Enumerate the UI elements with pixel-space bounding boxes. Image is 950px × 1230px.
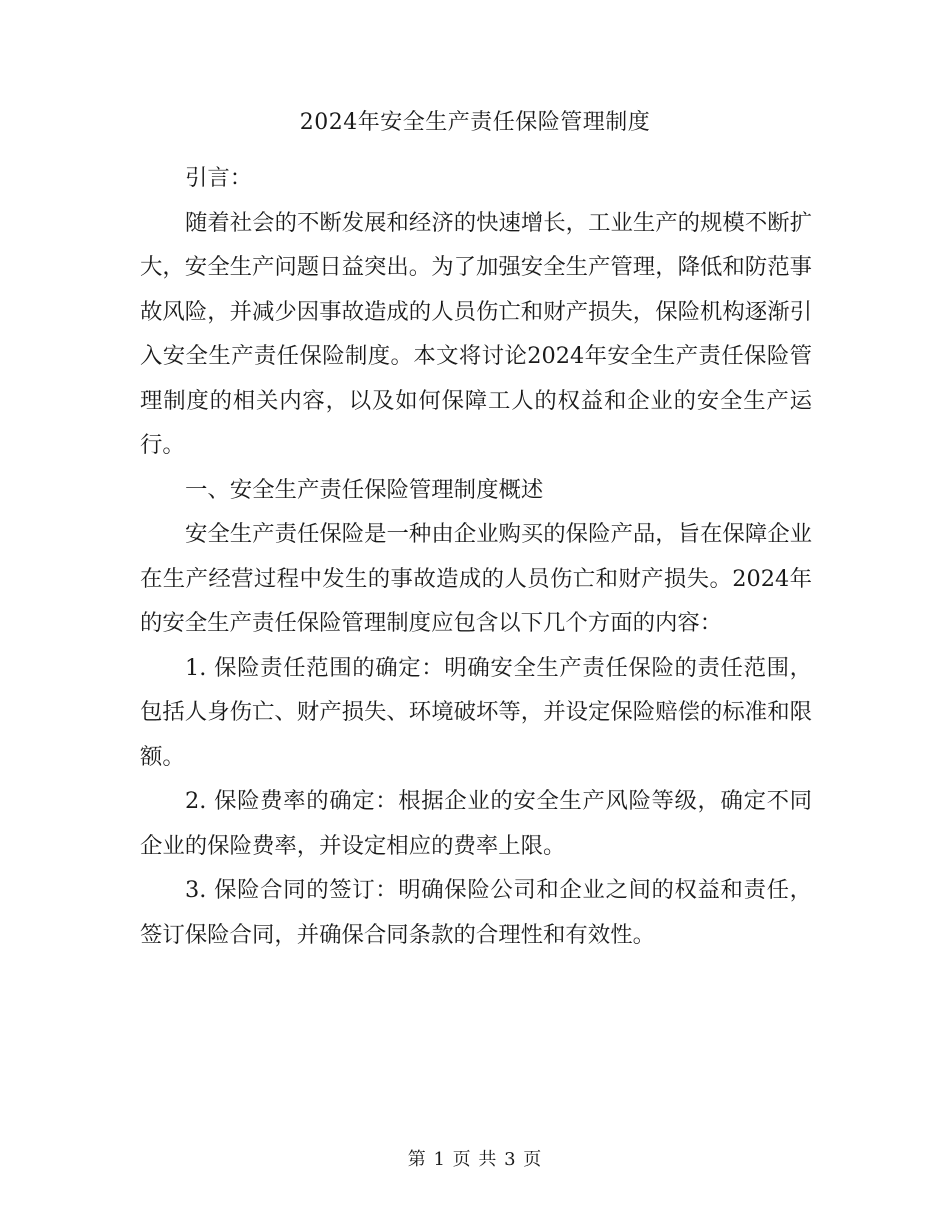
overview-paragraph: 安全生产责任保险是一种由企业购买的保险产品，旨在保障企业在生产经营过程中发生的事故造成的人员伤亡和财产损失。2024年的安全生产责任保险管理制度应包含以下几个方面的内容： — [140, 521, 812, 636]
intro-paragraph: 随着社会的不断发展和经济的快速增长，工业生产的规模不断扩大，安全生产问题日益突出。为了加强安全生产管理，降低和防范事故风险，并减少因事故造成的人员伤亡和财产损失，保险机构逐渐引入安全生产责任保险制度。本文将讨论2024年安全生产责任保险管理制度的相关内容，以及如何保障工人的权益和企业的安全生产运行。 — [140, 209, 812, 458]
section-heading-overview: 一、安全生产责任保险管理制度概述 — [185, 476, 544, 503]
list-item-premium-rate: 2. 保险费率的确定：根据企业的安全生产风险等级，确定不同企业的保险费率，并设定相应的费率上限。 — [140, 788, 812, 859]
page-number-footer: 第 1 页 共 3 页 — [407, 1149, 543, 1170]
intro-heading: 引言： — [185, 165, 253, 191]
list-item-coverage-scope: 1. 保险责任范围的确定：明确安全生产责任保险的责任范围，包括人身伤亡、财产损失、环境破坏等，并设定保险赔偿的标准和限额。 — [140, 654, 812, 770]
document-body — [140, 156, 812, 957]
list-item-contract-signing: 3. 保险合同的签订：明确保险公司和企业之间的权益和责任，签订保险合同，并确保合同条款的合理性和有效性。 — [140, 877, 812, 948]
document-title: 2024年安全生产责任保险管理制度 — [299, 110, 651, 135]
